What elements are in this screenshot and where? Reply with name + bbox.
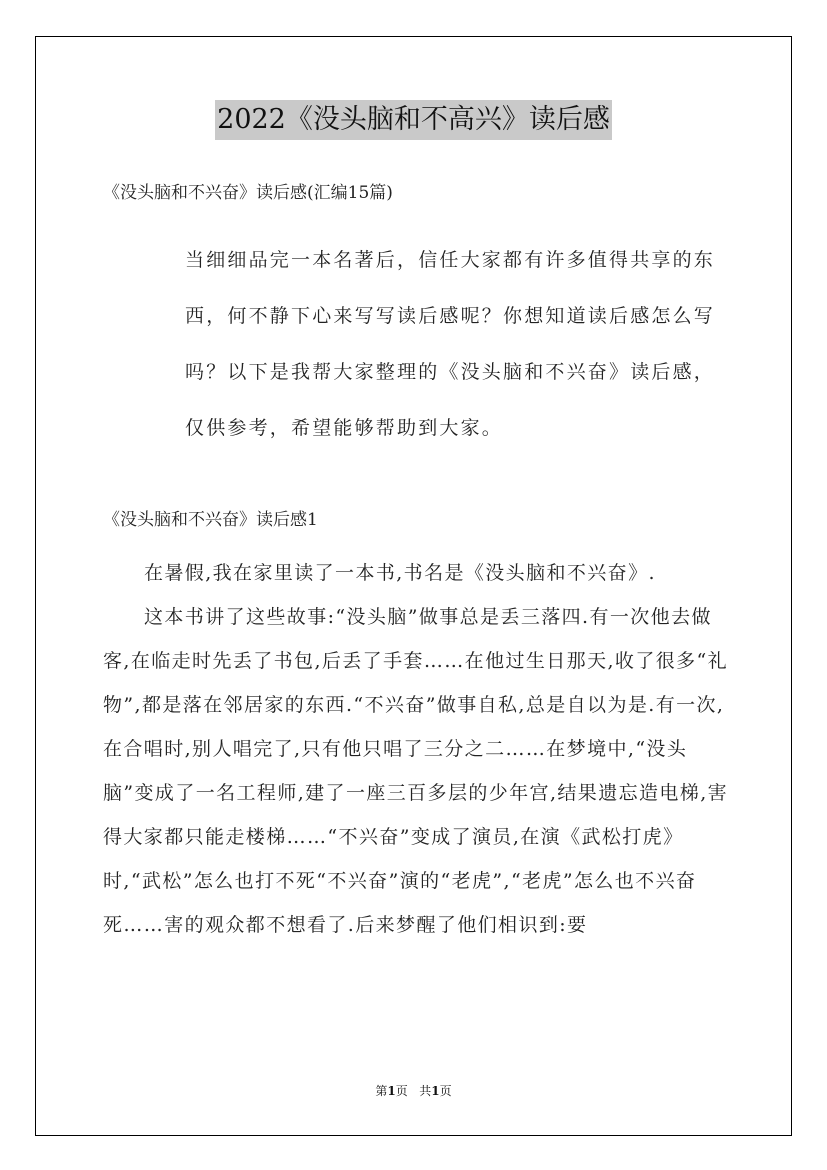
body-paragraph-2: 这本书讲了这些故事:“没头脑”做事总是丢三落四.有一次他去做客,在临走时先丢了书包,后丢了手套……在他过生日那天,收了很多“礼物”,都是落在邻居家的东西.“不兴奋”做事自私,总是自以为是.有一次,在合唱时,别人唱完了,只有他只唱了三分之二……在梦境中,“没头脑”变成了一名工程师,建了一座三百多层的少年宫,结果遗忘造电梯,害得大家都只能走楼梯……“不兴奋”变成了演员,在演《武松打虎》时,“武松”怎么也打不死“不兴奋”演的“老虎”,“老虎”怎么也不兴奋死……害的观众都不想看了.后来梦醒了他们相识到:要 bbox=[103, 606, 729, 936]
footer-total-unit: 页 bbox=[439, 1084, 452, 1098]
document-title: 2022《没头脑和不高兴》读后感 bbox=[215, 100, 612, 140]
intro-paragraph-block bbox=[103, 232, 733, 456]
body-paragraph-1: 在暑假,我在家里读了一本书,书名是《没头脑和不兴奋》. bbox=[144, 562, 656, 584]
footer-page-label: 第 bbox=[375, 1084, 388, 1098]
section-title: 《没头脑和不兴奋》读后感1 bbox=[103, 510, 318, 530]
body-text-block bbox=[103, 551, 733, 947]
footer-total-number: 1 bbox=[431, 1084, 440, 1098]
footer-total-label: 共 bbox=[419, 1084, 432, 1098]
intro-paragraph: 当细细品完一本名著后，信任大家都有许多值得共享的东西，何不静下心来写写读后感呢？你想知道读后感怎么写吗？以下是我帮大家整理的《没头脑和不兴奋》读后感，仅供参考，希望能够帮助到大家。 bbox=[185, 249, 716, 439]
footer-page-unit: 页 bbox=[395, 1084, 408, 1098]
footer-page-number: 1 bbox=[387, 1084, 396, 1098]
page-footer bbox=[0, 1082, 827, 1099]
document-subtitle: 《没头脑和不兴奋》读后感(汇编15篇) bbox=[103, 183, 393, 203]
title-container bbox=[0, 100, 827, 140]
